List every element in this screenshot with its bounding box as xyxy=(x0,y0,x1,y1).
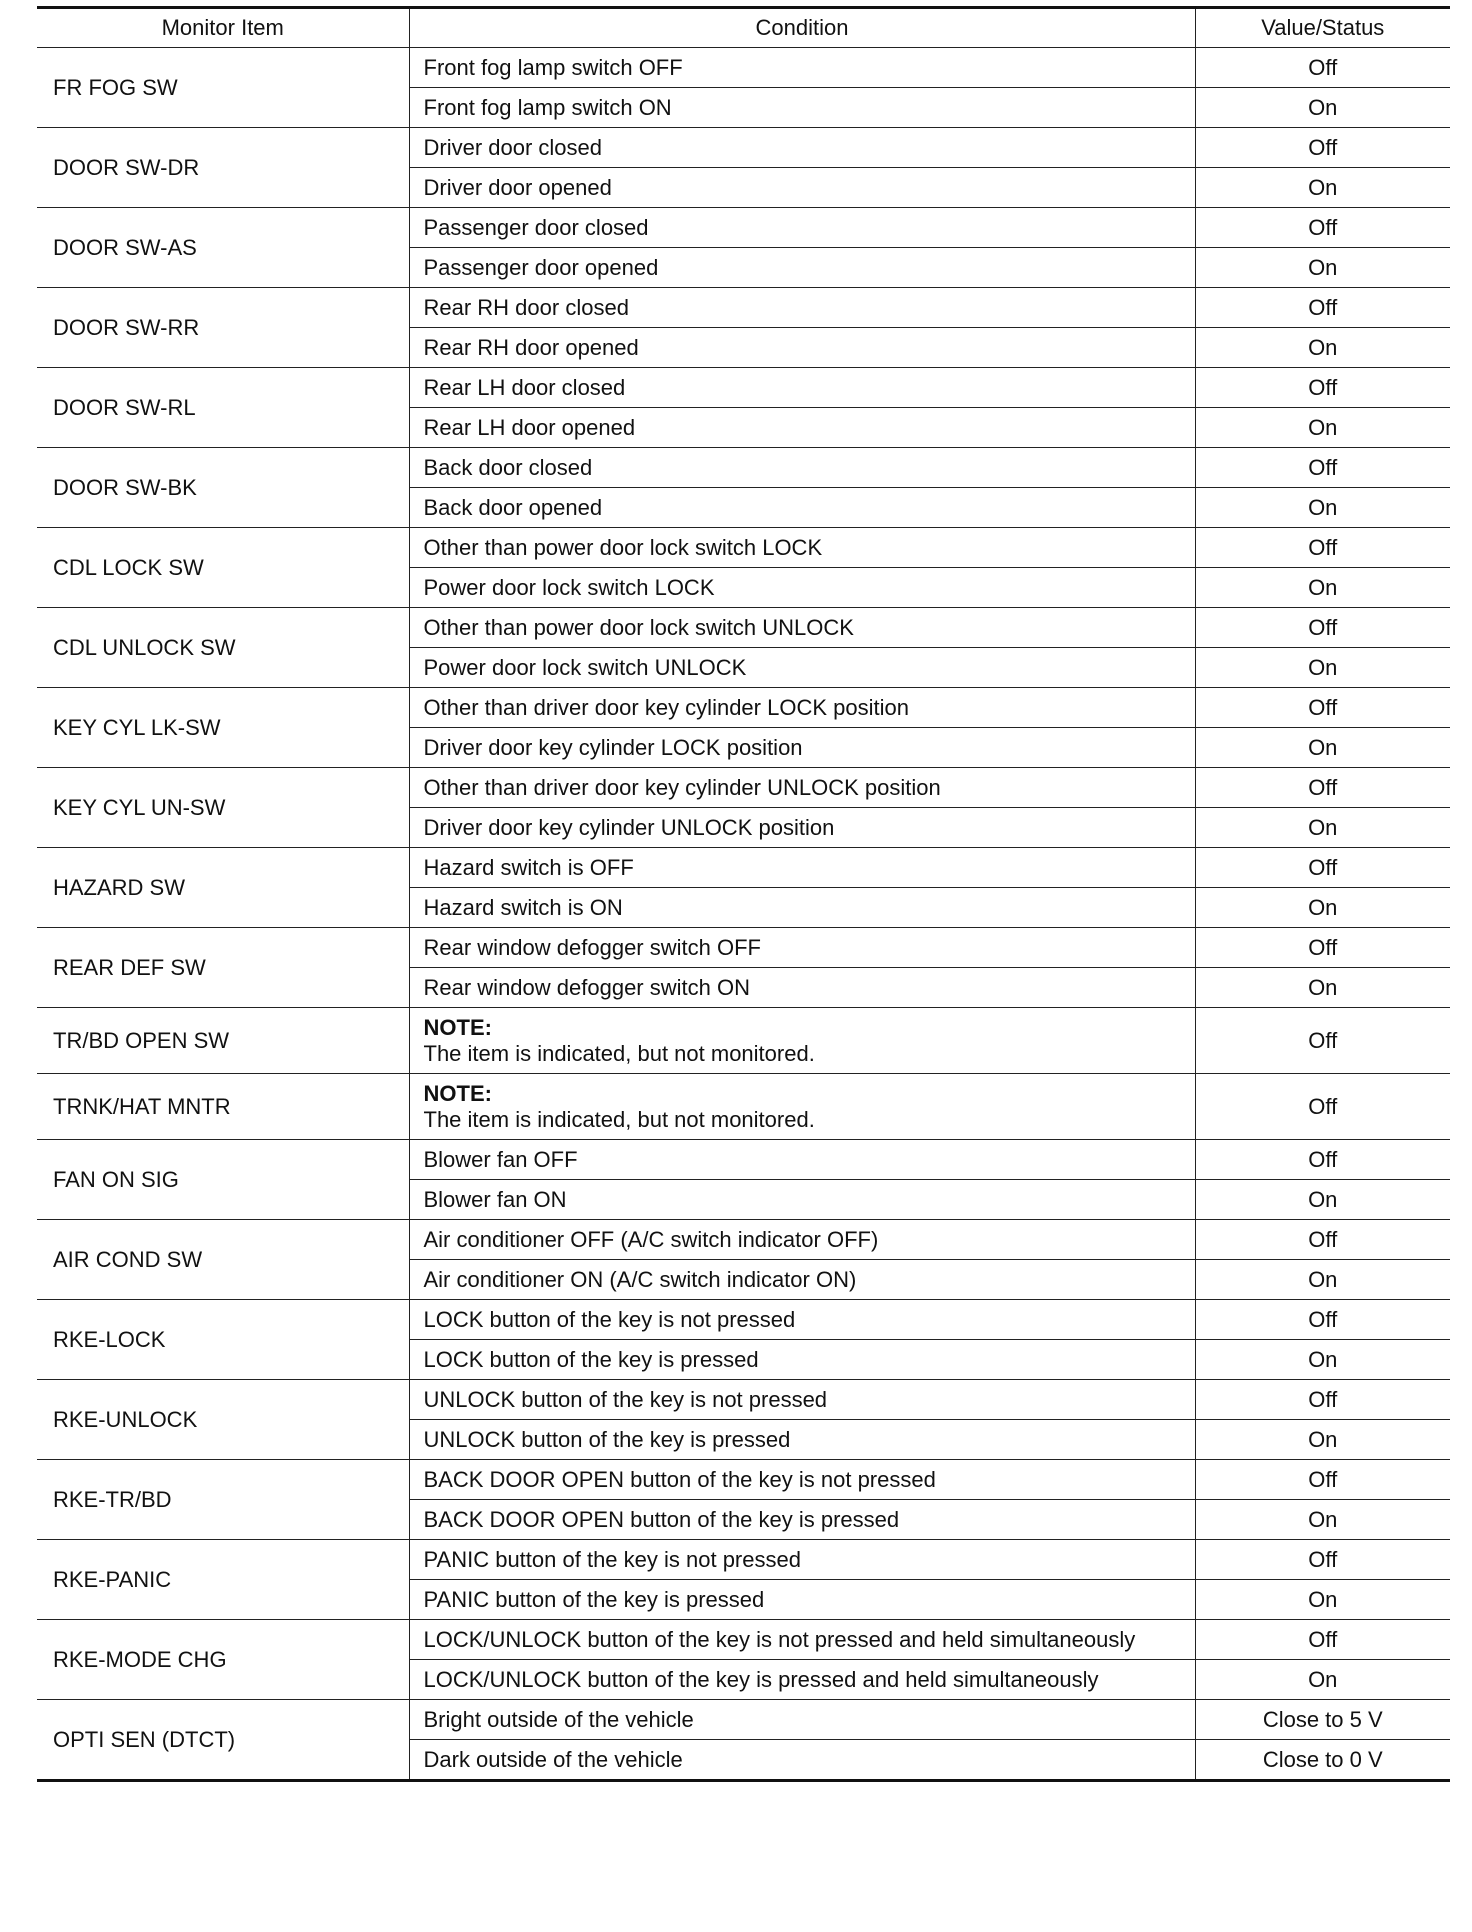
condition-cell: LOCK button of the key is pressed xyxy=(409,1340,1195,1380)
monitor-item-cell: FAN ON SIG xyxy=(37,1140,409,1220)
value-status-cell: Off xyxy=(1195,368,1450,408)
monitor-item-cell: CDL LOCK SW xyxy=(37,528,409,608)
value-status-cell: Off xyxy=(1195,128,1450,168)
table-row xyxy=(37,768,1450,808)
monitor-item-cell: DOOR SW-DR xyxy=(37,128,409,208)
value-status-cell: On xyxy=(1195,888,1450,928)
value-status-cell: Off xyxy=(1195,288,1450,328)
monitor-item-cell: RKE-LOCK xyxy=(37,1300,409,1380)
condition-cell: UNLOCK button of the key is not pressed xyxy=(409,1380,1195,1420)
condition-cell xyxy=(409,1074,1195,1140)
condition-cell: UNLOCK button of the key is pressed xyxy=(409,1420,1195,1460)
monitor-item-cell: TRNK/HAT MNTR xyxy=(37,1074,409,1140)
monitor-item-cell: DOOR SW-BK xyxy=(37,448,409,528)
table-row xyxy=(37,1540,1450,1580)
value-status-cell: On xyxy=(1195,168,1450,208)
note-text: The item is indicated, but not monitored. xyxy=(423,1040,815,1066)
table-row xyxy=(37,288,1450,328)
condition-cell: Blower fan ON xyxy=(409,1180,1195,1220)
value-status-cell: On xyxy=(1195,968,1450,1008)
condition-cell: Driver door opened xyxy=(409,168,1195,208)
value-status-cell: On xyxy=(1195,648,1450,688)
value-status-cell: On xyxy=(1195,328,1450,368)
condition-cell: Bright outside of the vehicle xyxy=(409,1700,1195,1740)
condition-cell: Driver door closed xyxy=(409,128,1195,168)
table-row xyxy=(37,1300,1450,1340)
header-value-status: Value/Status xyxy=(1195,8,1450,48)
condition-cell xyxy=(409,1008,1195,1074)
condition-cell: Rear window defogger switch OFF xyxy=(409,928,1195,968)
monitor-item-cell: CDL UNLOCK SW xyxy=(37,608,409,688)
monitor-item-cell: KEY CYL LK-SW xyxy=(37,688,409,768)
header-monitor-item: Monitor Item xyxy=(37,8,409,48)
monitor-item-cell: DOOR SW-RL xyxy=(37,368,409,448)
monitor-table-container xyxy=(37,6,1450,1782)
value-status-cell: On xyxy=(1195,1500,1450,1540)
condition-cell: Blower fan OFF xyxy=(409,1140,1195,1180)
value-status-cell: Off xyxy=(1195,1220,1450,1260)
value-status-cell: Off xyxy=(1195,848,1450,888)
value-status-cell: Off xyxy=(1195,1074,1450,1140)
value-status-cell: Off xyxy=(1195,688,1450,728)
table-row xyxy=(37,1700,1450,1740)
monitor-item-cell: RKE-TR/BD xyxy=(37,1460,409,1540)
condition-cell: Front fog lamp switch OFF xyxy=(409,48,1195,88)
header-condition: Condition xyxy=(409,8,1195,48)
table-row xyxy=(37,528,1450,568)
condition-cell: PANIC button of the key is not pressed xyxy=(409,1540,1195,1580)
condition-cell: Other than power door lock switch LOCK xyxy=(409,528,1195,568)
value-status-cell: Off xyxy=(1195,528,1450,568)
monitor-item-table xyxy=(37,6,1450,1782)
table-row xyxy=(37,1140,1450,1180)
condition-cell: LOCK/UNLOCK button of the key is pressed and held simultaneously xyxy=(409,1660,1195,1700)
monitor-item-cell: HAZARD SW xyxy=(37,848,409,928)
note-label: NOTE: xyxy=(423,1014,492,1040)
condition-cell: Front fog lamp switch ON xyxy=(409,88,1195,128)
monitor-item-cell: DOOR SW-AS xyxy=(37,208,409,288)
table-row xyxy=(37,1008,1450,1074)
condition-cell: Driver door key cylinder UNLOCK position xyxy=(409,808,1195,848)
monitor-item-cell: DOOR SW-RR xyxy=(37,288,409,368)
condition-cell: Dark outside of the vehicle xyxy=(409,1740,1195,1781)
value-status-cell: Off xyxy=(1195,1380,1450,1420)
condition-cell: Passenger door opened xyxy=(409,248,1195,288)
header-row xyxy=(37,8,1450,48)
table-row xyxy=(37,128,1450,168)
condition-cell: LOCK/UNLOCK button of the key is not pressed and held simultaneously xyxy=(409,1620,1195,1660)
value-status-cell: On xyxy=(1195,568,1450,608)
table-row xyxy=(37,1620,1450,1660)
monitor-item-cell: REAR DEF SW xyxy=(37,928,409,1008)
condition-cell: Back door opened xyxy=(409,488,1195,528)
value-status-cell: Off xyxy=(1195,1540,1450,1580)
condition-cell: Air conditioner ON (A/C switch indicator ON) xyxy=(409,1260,1195,1300)
condition-cell: Air conditioner OFF (A/C switch indicator OFF) xyxy=(409,1220,1195,1260)
condition-cell: PANIC button of the key is pressed xyxy=(409,1580,1195,1620)
condition-cell: Rear RH door closed xyxy=(409,288,1195,328)
value-status-cell: Off xyxy=(1195,1008,1450,1074)
table-row xyxy=(37,208,1450,248)
table-body xyxy=(37,48,1450,1781)
table-row xyxy=(37,1380,1450,1420)
condition-cell: Hazard switch is OFF xyxy=(409,848,1195,888)
note-text: The item is indicated, but not monitored. xyxy=(423,1106,815,1132)
value-status-cell: On xyxy=(1195,1180,1450,1220)
value-status-cell: On xyxy=(1195,408,1450,448)
value-status-cell: Off xyxy=(1195,608,1450,648)
condition-cell: Driver door key cylinder LOCK position xyxy=(409,728,1195,768)
value-status-cell: On xyxy=(1195,88,1450,128)
condition-cell: Hazard switch is ON xyxy=(409,888,1195,928)
condition-cell: Rear window defogger switch ON xyxy=(409,968,1195,1008)
table-row xyxy=(37,848,1450,888)
table-row xyxy=(37,448,1450,488)
condition-cell: Rear RH door opened xyxy=(409,328,1195,368)
monitor-item-cell: AIR COND SW xyxy=(37,1220,409,1300)
value-status-cell: On xyxy=(1195,728,1450,768)
condition-cell: Power door lock switch LOCK xyxy=(409,568,1195,608)
condition-cell: BACK DOOR OPEN button of the key is not pressed xyxy=(409,1460,1195,1500)
monitor-item-cell: KEY CYL UN-SW xyxy=(37,768,409,848)
value-status-cell: Off xyxy=(1195,208,1450,248)
value-status-cell: Close to 0 V xyxy=(1195,1740,1450,1781)
value-status-cell: On xyxy=(1195,1420,1450,1460)
condition-cell: Power door lock switch UNLOCK xyxy=(409,648,1195,688)
condition-cell: Rear LH door closed xyxy=(409,368,1195,408)
table-row xyxy=(37,1460,1450,1500)
condition-cell: Back door closed xyxy=(409,448,1195,488)
value-status-cell: Off xyxy=(1195,768,1450,808)
table-header xyxy=(37,8,1450,48)
table-row xyxy=(37,688,1450,728)
value-status-cell: Off xyxy=(1195,1620,1450,1660)
value-status-cell: On xyxy=(1195,248,1450,288)
value-status-cell: Off xyxy=(1195,48,1450,88)
monitor-item-cell: OPTI SEN (DTCT) xyxy=(37,1700,409,1781)
value-status-cell: Off xyxy=(1195,1300,1450,1340)
table-row xyxy=(37,608,1450,648)
monitor-item-cell: RKE-PANIC xyxy=(37,1540,409,1620)
value-status-cell: Off xyxy=(1195,1460,1450,1500)
condition-cell: Rear LH door opened xyxy=(409,408,1195,448)
value-status-cell: Off xyxy=(1195,928,1450,968)
table-row xyxy=(37,368,1450,408)
monitor-item-cell: FR FOG SW xyxy=(37,48,409,128)
value-status-cell: Off xyxy=(1195,448,1450,488)
table-row xyxy=(37,928,1450,968)
condition-cell: LOCK button of the key is not pressed xyxy=(409,1300,1195,1340)
value-status-cell: On xyxy=(1195,1260,1450,1300)
value-status-cell: Off xyxy=(1195,1140,1450,1180)
condition-cell: Other than driver door key cylinder UNLOCK position xyxy=(409,768,1195,808)
condition-cell: Other than power door lock switch UNLOCK xyxy=(409,608,1195,648)
table-row xyxy=(37,1074,1450,1140)
value-status-cell: On xyxy=(1195,808,1450,848)
note-label: NOTE: xyxy=(423,1080,492,1106)
monitor-item-cell: RKE-UNLOCK xyxy=(37,1380,409,1460)
value-status-cell: Close to 5 V xyxy=(1195,1700,1450,1740)
value-status-cell: On xyxy=(1195,1580,1450,1620)
value-status-cell: On xyxy=(1195,488,1450,528)
table-row xyxy=(37,1220,1450,1260)
value-status-cell: On xyxy=(1195,1660,1450,1700)
condition-cell: Other than driver door key cylinder LOCK position xyxy=(409,688,1195,728)
value-status-cell: On xyxy=(1195,1340,1450,1380)
condition-cell: BACK DOOR OPEN button of the key is pressed xyxy=(409,1500,1195,1540)
condition-cell: Passenger door closed xyxy=(409,208,1195,248)
monitor-item-cell: TR/BD OPEN SW xyxy=(37,1008,409,1074)
table-row xyxy=(37,48,1450,88)
monitor-item-cell: RKE-MODE CHG xyxy=(37,1620,409,1700)
